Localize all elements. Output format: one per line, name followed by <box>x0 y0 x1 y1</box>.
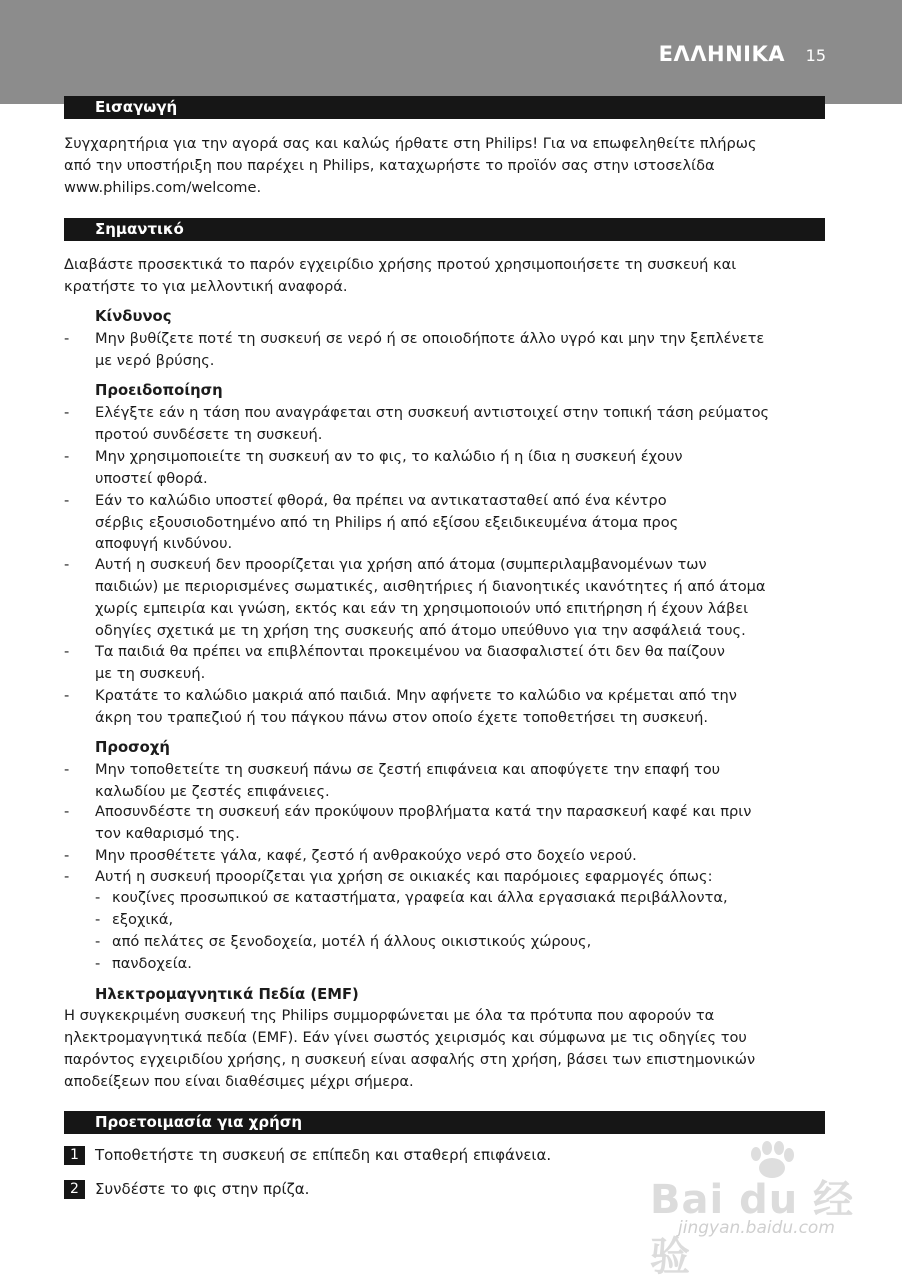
caution-heading: Προσοχή <box>95 739 170 756</box>
bullet: - <box>64 803 70 820</box>
bullet: - <box>64 404 70 421</box>
caution-item: Αυτή η συσκευή προορίζεται για χρήση σε οικιακές και παρόμοιες εφαρμογές όπως: <box>95 868 713 885</box>
emf-heading: Ηλεκτρομαγνητικά Πεδία (EMF) <box>95 986 359 1003</box>
watermark-url: jingyan.baidu.com <box>678 1218 835 1238</box>
caution-subitem: από πελάτες σε ξενοδοχεία, μοτέλ ή άλλους οικιστικούς χώρους, <box>112 933 592 950</box>
caution-item: τον καθαρισμό της. <box>95 825 240 842</box>
warning-item: Εάν το καλώδιο υποστεί φθορά, θα πρέπει να αντικατασταθεί από ένα κέντρο <box>95 492 667 509</box>
language-title: ΕΛΛΗΝΙΚΑ <box>658 42 785 66</box>
warning-item: Ελέγξτε εάν η τάση που αναγράφεται στη συσκευή αντιστοιχεί στην τοπική τάση ρεύματος <box>95 404 770 421</box>
caution-item: καλωδίου με ζεστές επιφάνειες. <box>95 783 330 800</box>
bullet: - <box>95 911 101 928</box>
step-text: Συνδέστε το φις στην πρίζα. <box>95 1180 310 1198</box>
bullet: - <box>64 868 70 885</box>
section-heading-important: Σημαντικό <box>64 218 825 241</box>
bullet: - <box>95 933 101 950</box>
page-number: 15 <box>805 46 826 65</box>
emf-line: αποδείξεων που είναι διαθέσιμες μέχρι σήμερα. <box>64 1073 414 1090</box>
bullet: - <box>64 847 70 864</box>
warning-item: Κρατάτε το καλώδιο μακριά από παιδιά. Μην αφήνετε το καλώδιο να κρέμεται από την <box>95 687 737 704</box>
caution-subitem: πανδοχεία. <box>112 955 192 972</box>
warning-item: Τα παιδιά θα πρέπει να επιβλέπονται προκειμένου να διασφαλιστεί ότι δεν θα παίζουν <box>95 643 725 660</box>
caution-item: Αποσυνδέστε τη συσκευή εάν προκύψουν προβλήματα κατά την παρασκευή καφέ και πριν <box>95 803 752 820</box>
warning-item: σέρβις εξουσιοδοτημένο από τη Philips ή από εξίσου εξειδικευμένα άτομα προς <box>95 514 679 531</box>
bullet: - <box>64 687 70 704</box>
step-text: Τοποθετήστε τη συσκευή σε επίπεδη και σταθερή επιφάνεια. <box>95 1146 552 1164</box>
watermark <box>640 1140 860 1280</box>
bullet: - <box>64 448 70 465</box>
caution-item: Μην τοποθετείτε τη συσκευή πάνω σε ζεστή επιφάνεια και αποφύγετε την επαφή του <box>95 761 721 778</box>
bullet: - <box>64 556 70 573</box>
danger-item: Μην βυθίζετε ποτέ τη συσκευή σε νερό ή σε οποιοδήποτε άλλο υγρό και μην την ξεπλένετε <box>95 330 765 347</box>
warning-item: αποφυγή κινδύνου. <box>95 535 233 552</box>
watermark-logo: Bai du 经验 <box>650 1177 855 1280</box>
warning-item: άκρη του τραπεζιού ή του πάγκου πάνω στον οποίο έχετε τοποθετήσει τη συσκευή. <box>95 709 709 726</box>
emf-line: ηλεκτρομαγνητικά πεδία (EMF). Εάν γίνει σωστός χειρισμός και σύμφωνα με τις οδηγίες του <box>64 1029 747 1046</box>
warning-item: Μην χρησιμοποιείτε τη συσκευή αν το φις, το καλώδιο ή η ίδια η συσκευή έχουν <box>95 448 683 465</box>
bullet: - <box>64 492 70 509</box>
caution-item: Μην προσθέτετε γάλα, καφέ, ζεστό ή ανθρακούχο νερό στο δοχείο νερού. <box>95 847 637 864</box>
danger-item: με νερό βρύσης. <box>95 352 215 369</box>
warning-item: προτού συνδέσετε τη συσκευή. <box>95 426 323 443</box>
warning-item: οδηγίες σχετικά με τη χρήση της συσκευής από άτομο υπεύθυνο για την ασφάλειά τους. <box>95 622 746 639</box>
important-line: Διαβάστε προσεκτικά το παρόν εγχειρίδιο χρήσης προτού χρησιμοποιήσετε τη συσκευή και <box>64 256 737 273</box>
warning-heading: Προειδοποίηση <box>95 382 223 399</box>
caution-subitem: εξοχικά, <box>112 911 174 928</box>
warning-item: με τη συσκευή. <box>95 665 206 682</box>
section-heading-intro: Εισαγωγή <box>64 96 825 119</box>
warning-item: υποστεί φθορά. <box>95 470 208 487</box>
step-number: 1 <box>64 1146 85 1165</box>
intro-line: Συγχαρητήρια για την αγορά σας και καλώς ήρθατε στη Philips! Για να επωφεληθείτε πλήρως <box>64 135 757 152</box>
emf-line: παρόντος εγχειριδίου χρήσης, η συσκευή είναι ασφαλής στη χρήση, βάσει των επιστημονικών <box>64 1051 756 1068</box>
caution-subitem: κουζίνες προσωπικού σε καταστήματα, γραφεία και άλλα εργασιακά περιβάλλοντα, <box>112 889 728 906</box>
intro-line: www.philips.com/welcome. <box>64 179 262 196</box>
step-number: 2 <box>64 1180 85 1199</box>
header-band <box>0 0 902 104</box>
warning-item: χωρίς εμπειρία και γνώση, εκτός και εάν τη χρησιμοποιούν υπό επιτήρηση ή έχουν λάβει <box>95 600 749 617</box>
section-heading-prep: Προετοιμασία για χρήση <box>64 1111 825 1134</box>
bullet: - <box>64 761 70 778</box>
warning-item: Αυτή η συσκευή δεν προορίζεται για χρήση από άτομα (συμπεριλαμβανομένων των <box>95 556 707 573</box>
bullet: - <box>64 643 70 660</box>
bullet: - <box>64 330 70 347</box>
bullet: - <box>95 889 101 906</box>
emf-line: Η συγκεκριμένη συσκευή της Philips συμμορφώνεται με όλα τα πρότυπα που αφορούν τα <box>64 1007 715 1024</box>
bullet: - <box>95 955 101 972</box>
warning-item: παιδιών) με περιορισμένες σωματικές, αισθητήριες ή διανοητικές ικανότητες ή από άτομα <box>95 578 766 595</box>
intro-line: από την υποστήριξη που παρέχει η Philips, καταχωρήστε το προϊόν σας στην ιστοσελίδα <box>64 157 715 174</box>
danger-heading: Κίνδυνος <box>95 308 172 325</box>
important-line: κρατήστε το για μελλοντική αναφορά. <box>64 278 348 295</box>
